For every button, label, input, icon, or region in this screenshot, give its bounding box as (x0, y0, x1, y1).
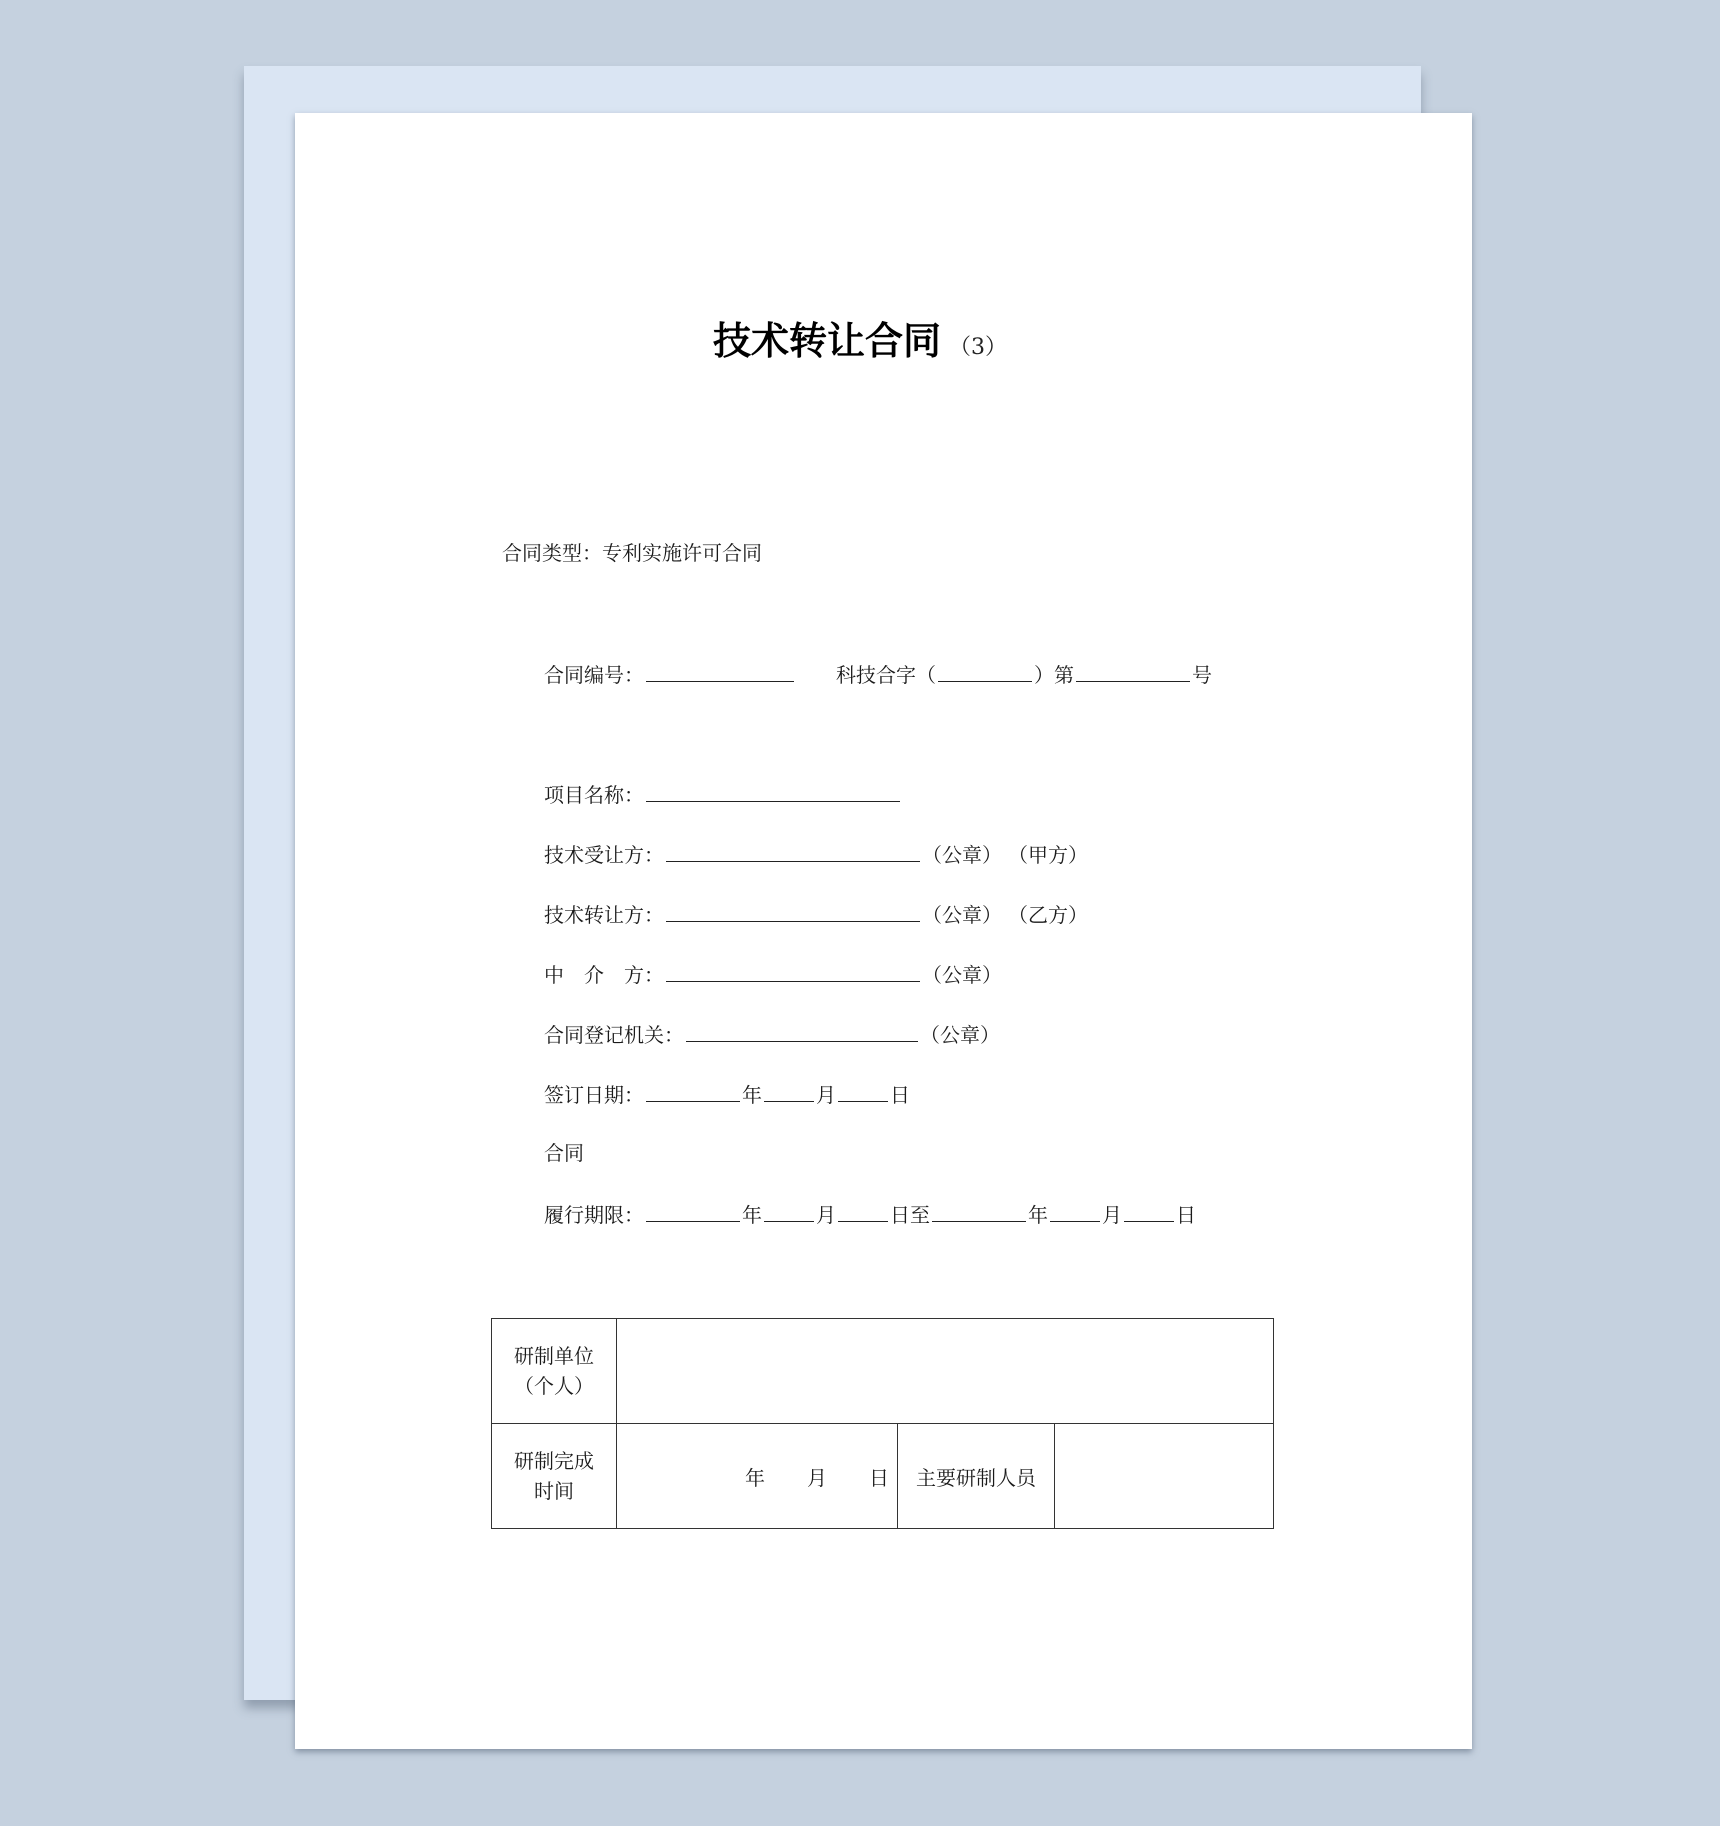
developer-unit-label: 研制单位 (514, 1344, 594, 1368)
year-unit: 年 (1028, 1203, 1048, 1227)
transferor-field[interactable] (666, 899, 920, 922)
transferee-field[interactable] (666, 839, 920, 862)
intermediary-label: 中 介 方： (544, 963, 664, 987)
completion-time-label-cell (492, 1424, 617, 1529)
developer-unit-sublabel: （个人） (514, 1374, 594, 1398)
contract-word-line (544, 1139, 584, 1167)
signing-date-line (544, 1079, 910, 1109)
contract-number-line (544, 659, 1212, 689)
year-unit: 年 (742, 1203, 762, 1227)
project-name-field[interactable] (646, 779, 900, 802)
signing-date-label: 签订日期： (544, 1083, 644, 1107)
signing-year-field[interactable] (646, 1079, 740, 1102)
registration-authority-field[interactable] (686, 1019, 918, 1042)
month-unit: 月 (816, 1083, 836, 1107)
seal-annotation: （公章） (922, 963, 1002, 987)
completion-date-cell[interactable] (617, 1424, 898, 1529)
transferor-line (544, 899, 1088, 929)
seal-annotation: （公章） (922, 843, 1002, 867)
period-end-month-field[interactable] (1050, 1199, 1100, 1222)
period-start-month-field[interactable] (764, 1199, 814, 1222)
contract-year-code-field[interactable] (938, 659, 1032, 682)
party-b-annotation: （乙方） (1008, 903, 1088, 927)
performance-period-line (544, 1199, 1196, 1229)
day-unit: 日 (890, 1083, 910, 1107)
development-info-table (491, 1318, 1274, 1529)
completion-year-unit: 年 (745, 1465, 765, 1490)
personnel-label: 主要研制人员 (916, 1465, 1036, 1490)
project-name-line (544, 779, 902, 809)
seal-annotation: （公章） (922, 903, 1002, 927)
personnel-value-cell[interactable] (1055, 1424, 1274, 1529)
transferee-label: 技术受让方： (544, 843, 664, 867)
signing-month-field[interactable] (764, 1079, 814, 1102)
performance-period-label: 履行期限： (544, 1203, 644, 1227)
period-start-year-field[interactable] (646, 1199, 740, 1222)
contract-number-field[interactable] (646, 659, 794, 682)
transferor-label: 技术转让方： (544, 903, 664, 927)
title-text: 技术转让合同 (712, 319, 941, 363)
contract-serial-field[interactable] (1076, 659, 1190, 682)
project-name-label: 项目名称： (544, 783, 644, 807)
contract-number-middle: ）第 (1034, 663, 1074, 687)
completion-month-unit: 月 (807, 1465, 827, 1490)
contract-number-suffix: 号 (1192, 663, 1212, 687)
registration-authority-line (544, 1019, 1000, 1049)
completion-day-unit: 日 (869, 1465, 889, 1490)
contract-type-line (502, 539, 762, 567)
table-row (492, 1424, 1274, 1529)
completion-time-label: 研制完成 (514, 1449, 594, 1473)
day-unit: 日 (1176, 1203, 1196, 1227)
day-to-unit: 日至 (890, 1203, 930, 1227)
developer-unit-value-cell[interactable] (617, 1319, 1274, 1424)
period-end-day-field[interactable] (1124, 1199, 1174, 1222)
contract-word: 合同 (544, 1141, 584, 1165)
table-row (492, 1319, 1274, 1424)
contract-type-value: 专利实施许可合同 (602, 541, 762, 565)
party-a-annotation: （甲方） (1008, 843, 1088, 867)
month-unit: 月 (816, 1203, 836, 1227)
signing-day-field[interactable] (838, 1079, 888, 1102)
intermediary-line (544, 959, 1002, 989)
title-suffix: （3） (949, 335, 1007, 360)
transferee-line (544, 839, 1088, 869)
period-end-year-field[interactable] (932, 1199, 1026, 1222)
period-start-day-field[interactable] (838, 1199, 888, 1222)
seal-annotation: （公章） (920, 1023, 1000, 1047)
contract-type-label: 合同类型： (502, 541, 602, 565)
personnel-label-cell (898, 1424, 1055, 1529)
completion-time-sublabel: 时间 (534, 1479, 574, 1503)
year-unit: 年 (742, 1083, 762, 1107)
contract-number-label: 合同编号： (544, 663, 644, 687)
registration-authority-label: 合同登记机关： (544, 1023, 684, 1047)
intermediary-field[interactable] (666, 959, 920, 982)
month-unit: 月 (1102, 1203, 1122, 1227)
developer-unit-label-cell (492, 1319, 617, 1424)
document-title (0, 310, 1720, 365)
contract-number-prefix: 科技合字（ (836, 663, 936, 687)
